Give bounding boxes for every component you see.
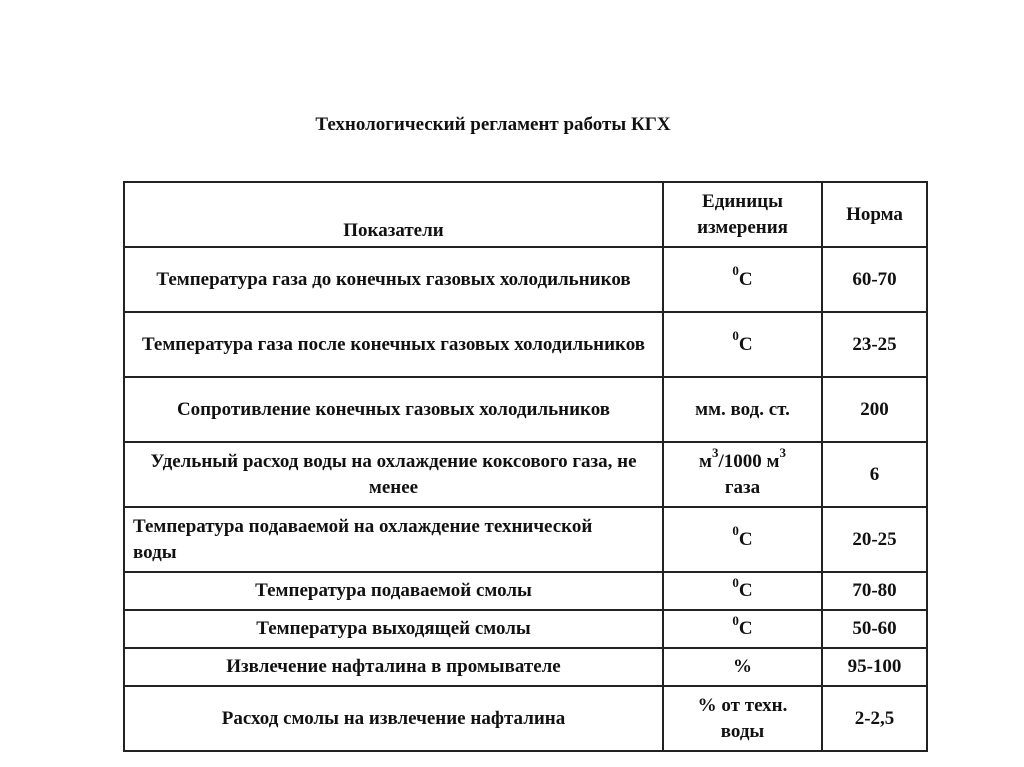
norm-cell: 70-80 bbox=[822, 572, 927, 610]
unit-part: /1000 м bbox=[718, 450, 780, 472]
unit-superscript: 0 bbox=[732, 263, 739, 279]
unit-cell bbox=[663, 312, 822, 377]
table-row bbox=[124, 377, 927, 442]
table-row bbox=[124, 648, 927, 686]
norm-cell: 200 bbox=[822, 377, 927, 442]
norm-cell: 2-2,5 bbox=[822, 686, 927, 751]
indicator-cell: Удельный расход воды на охлаждение коксового газа, не менее bbox=[124, 442, 663, 507]
table-row bbox=[124, 610, 927, 648]
table-row bbox=[124, 312, 927, 377]
indicator-cell: Расход смолы на извлечение нафталина bbox=[124, 686, 663, 751]
unit-cell: % от техн. воды bbox=[663, 686, 822, 751]
indicator-cell: Извлечение нафталина в промывателе bbox=[124, 648, 663, 686]
unit-cell bbox=[663, 247, 822, 312]
indicator-cell: Температура газа после конечных газовых холодильников bbox=[124, 312, 663, 377]
unit-cell bbox=[663, 507, 822, 572]
unit-superscript: 0 bbox=[732, 612, 739, 628]
unit-cell: мм. вод. ст. bbox=[663, 377, 822, 442]
indicator-cell: Температура подаваемой смолы bbox=[124, 572, 663, 610]
unit-superscript: 3 bbox=[779, 445, 786, 461]
unit-superscript: 0 bbox=[732, 574, 739, 590]
table-row bbox=[124, 442, 927, 507]
norm-cell: 6 bbox=[822, 442, 927, 507]
unit-text: С bbox=[738, 333, 753, 355]
table-row bbox=[124, 247, 927, 312]
unit-text: С bbox=[738, 618, 753, 639]
norm-cell: 23-25 bbox=[822, 312, 927, 377]
table-row bbox=[124, 686, 927, 751]
unit-cell bbox=[663, 442, 822, 507]
indicator-cell: Температура газа до конечных газовых холодильников bbox=[124, 247, 663, 312]
norm-cell: 95-100 bbox=[822, 648, 927, 686]
unit-line-2: газа bbox=[724, 476, 761, 498]
unit-cell bbox=[663, 572, 822, 610]
indicator-cell: Температура подаваемой на охлаждение технической воды bbox=[124, 507, 663, 572]
table-row bbox=[124, 507, 927, 572]
norm-cell: 50-60 bbox=[822, 610, 927, 648]
unit-cell: % bbox=[663, 648, 822, 686]
header-indicator: Показатели bbox=[124, 182, 663, 247]
unit-text: С bbox=[738, 580, 753, 601]
page-title: Технологический регламент работы КГХ bbox=[315, 114, 671, 135]
unit-part: м bbox=[699, 450, 712, 472]
header-units: Единицы измерения bbox=[663, 182, 822, 247]
norm-cell: 60-70 bbox=[822, 247, 927, 312]
header-norm: Норма bbox=[822, 182, 927, 247]
regulation-table bbox=[123, 181, 928, 752]
unit-text: С bbox=[738, 268, 753, 290]
unit-text: С bbox=[738, 528, 753, 550]
indicator-cell: Сопротивление конечных газовых холодильников bbox=[124, 377, 663, 442]
unit-superscript: 0 bbox=[732, 328, 739, 344]
unit-line-1 bbox=[672, 445, 813, 475]
table-header-row bbox=[124, 182, 927, 247]
norm-cell: 20-25 bbox=[822, 507, 927, 572]
unit-cell bbox=[663, 610, 822, 648]
indicator-cell: Температура выходящей смолы bbox=[124, 610, 663, 648]
table-row bbox=[124, 572, 927, 610]
unit-superscript: 3 bbox=[711, 445, 719, 461]
unit-superscript: 0 bbox=[732, 523, 739, 539]
